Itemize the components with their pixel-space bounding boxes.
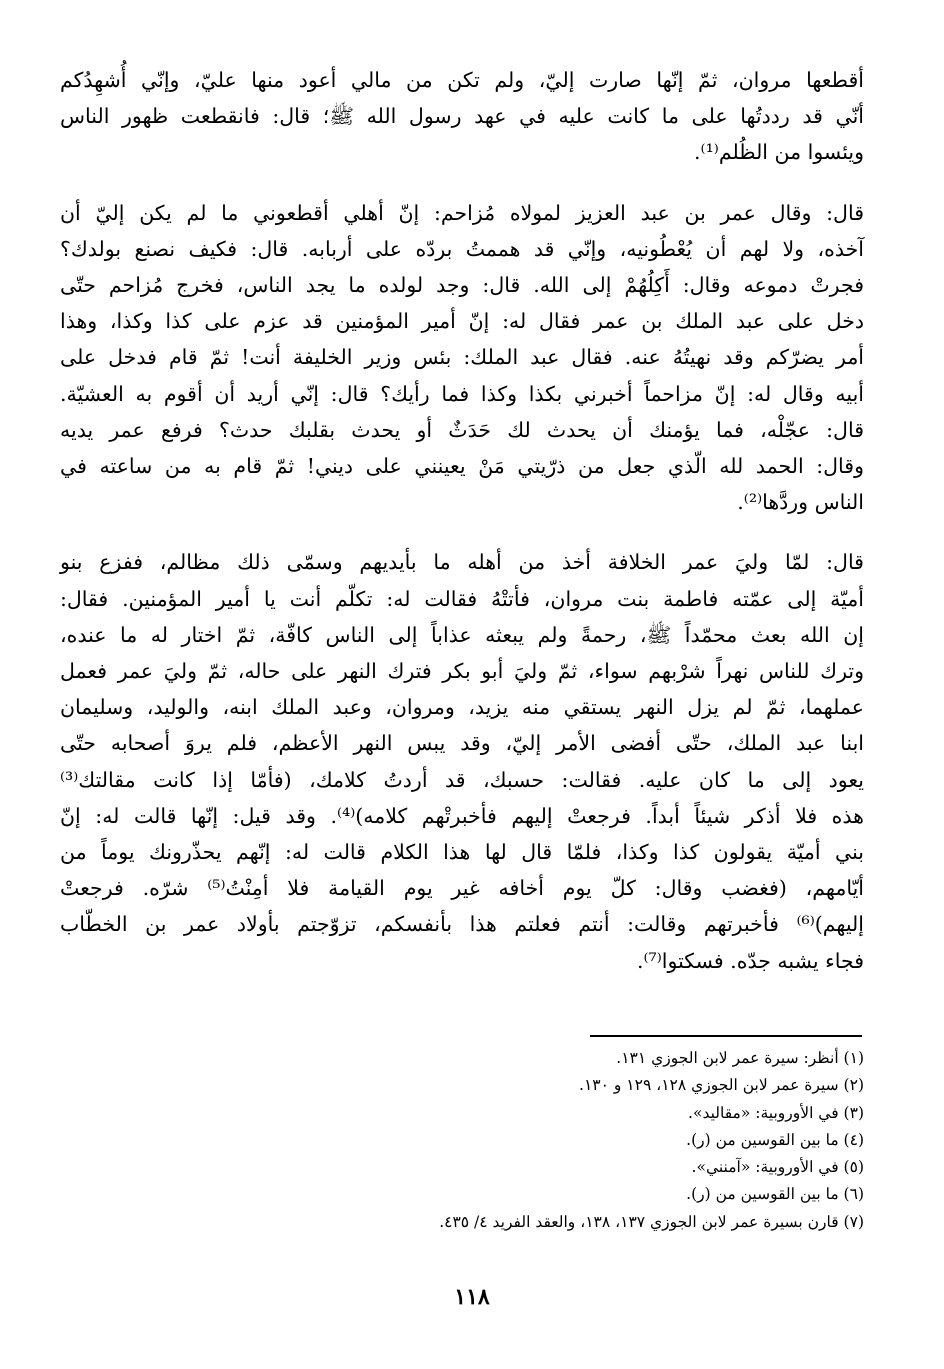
text-line: إن الله بعث محمّداً ﷺ، رحمةً ولم يبعثه عذاباً إلى الناس كافّة، ثمّ اختار له ما عنده،	[60, 622, 864, 647]
text-line: هذه فلا أذكر شيئاً أبداً. فرجعتْ إليهم فأخبرتْهم كلامه)⁽⁴⁾. وقد قيل: إنّها قالت له: إنّ	[60, 803, 864, 828]
text-line: فجاء يشبه جدّه. فسكتوا⁽⁷⁾.	[636, 948, 864, 973]
text-line: فجرتْ دموعه وقال: أَكِلُهُمْ إلى الله. قال: وجد لولده ما يجد الناس، فخرج مُزاحم حتّى	[60, 273, 864, 298]
footnote: (١) أنظر: سيرة عمر لابن الجوزي ١٣١.	[616, 1049, 864, 1067]
footnote-divider	[590, 1035, 862, 1037]
footnote: (٢) سيرة عمر لابن الجوزي ١٢٨، ١٢٩ و ١٣٠.	[579, 1076, 864, 1095]
footnote: (٤) ما بين القوسين من (ر).	[686, 1130, 864, 1149]
paragraph	[60, 544, 864, 978]
page-number: ١١٨	[454, 1284, 490, 1310]
text-line: قال: عجّلْه، فما يؤمنك أن يحدث لك حَدَثٌ أو يحدث بقلبك حدث؟ فرفع عمر يديه	[60, 417, 864, 442]
text-line: دخل على عبد الملك بن عمر فقال له: إنّ أمير المؤمنين قد عزم على كذا وكذا، وهذا	[60, 309, 864, 334]
text-line: أنّي قد رددتُها على ما كانت عليه في عهد رسول الله ﷺ؛ قال: فانقطعت ظهور الناس	[60, 104, 864, 129]
text-line: أمر يضرّكم وقد نهيتُهُ عنه. فقال عبد الملك: بئس وزير الخليفة أنت! ثمّ قام فدخل على	[60, 345, 864, 370]
text-line: الناس وردَّها⁽²⁾.	[737, 490, 864, 515]
text-line: ويئسوا من الظُلم⁽¹⁾.	[694, 140, 864, 165]
footnote: (٥) في الأوروبية: «آمنني».	[691, 1158, 864, 1177]
footnote: (٦) ما بين القوسين من (ر).	[686, 1185, 864, 1204]
text-line: قال: وقال عمر بن عبد العزيز لمولاه مُزاحم: إنّ أهلي أقطعوني ما لم يكن إليّ أن	[60, 200, 864, 225]
text-line: وترك للناس نهراً شرْبهم سواء، ثمّ وليَ أبو بكر فترك النهر على حاله، ثمّ وليَ عمر فعمل	[60, 659, 864, 684]
text-line: عملهما، ثمّ لم يزل النهر يستقي منه يزيد، ومروان، وعبد الملك ابنه، والوليد، وسليمان	[60, 695, 864, 720]
paragraph	[60, 62, 864, 171]
text-line: أقطعها مروان، ثمّ إنّها صارت إليّ، ولم تكن من مالي أعود منها عليّ، وإنّي أُشهِدُكم	[60, 68, 864, 92]
paragraph	[60, 195, 864, 521]
footnote: (٣) في الأوروبية: «مقاليد».	[688, 1103, 864, 1122]
text-line: يعود إلى ما كان عليه. فقالت: حسبك، قد أردتُ كلامك، (فأمّا إذا كانت مقالتك⁽³⁾	[60, 767, 864, 792]
text-line: وقال: الحمد لله الّذي جعل من ذرّيتي مَنْ يعينني على ديني! ثمّ قام به من ساعته في	[60, 454, 864, 479]
text-line: إليهم)⁽⁶⁾ فأخبرتهم وقالت: أنتم فعلتم هذا بأنفسكم، تزوّجتم بأولاد عمر بن الخطّاب	[60, 912, 864, 937]
text-line: آخذه، ولا لهم أن يُعْطُونيه، وإنّي قد هممتُ بردّه على أربابه. قال: فكيف نصنع بولدك؟	[60, 236, 864, 261]
footnote: (٧) قارن بسيرة عمر لابن الجوزي ١٣٧، ١٣٨، والعقد الفريد ٤/ ٤٣٥.	[439, 1212, 864, 1231]
text-line: أبيه وقال له: إنّ مزاحماً أخبرني بكذا وكذا فما رأيك؟ قال: إنّي أريد أن أقوم به العشيّة.	[60, 381, 864, 406]
text-line: قال: لمّا وليَ عمر الخلافة أخذ من أهله ما بأيديهم وسمّى ذلك مظالم، ففزع بنو	[60, 550, 864, 575]
main-text	[60, 62, 864, 979]
text-line: بني أميّة يقولون كذا وكذا، فلمّا قال لها هذا الكلام قالت له: إنّهم يحذّرونك يوماً من	[60, 840, 864, 865]
paragraph-spacer	[60, 520, 864, 544]
footnotes	[164, 1045, 864, 1236]
text-line: أيّامهم، (فغضب وقال: كلّ يوم أخافه غير يوم القيامة فلا أمِنْتُ⁽⁵⁾ شرّه. فرجعتْ	[60, 876, 864, 901]
text-line: ابنا عبد الملك، حتّى أفضى الأمر إليّ، وقد يبس النهر الأعظم، فلم يروَ أصحابه حتّى	[60, 731, 864, 756]
text-line: أميّة إلى عمّته فاطمة بنت مروان، فأتتْهُ فقالت له: تكلّم أنت يا أمير المؤمنين. فقال:	[60, 586, 864, 611]
paragraph-spacer	[60, 171, 864, 195]
